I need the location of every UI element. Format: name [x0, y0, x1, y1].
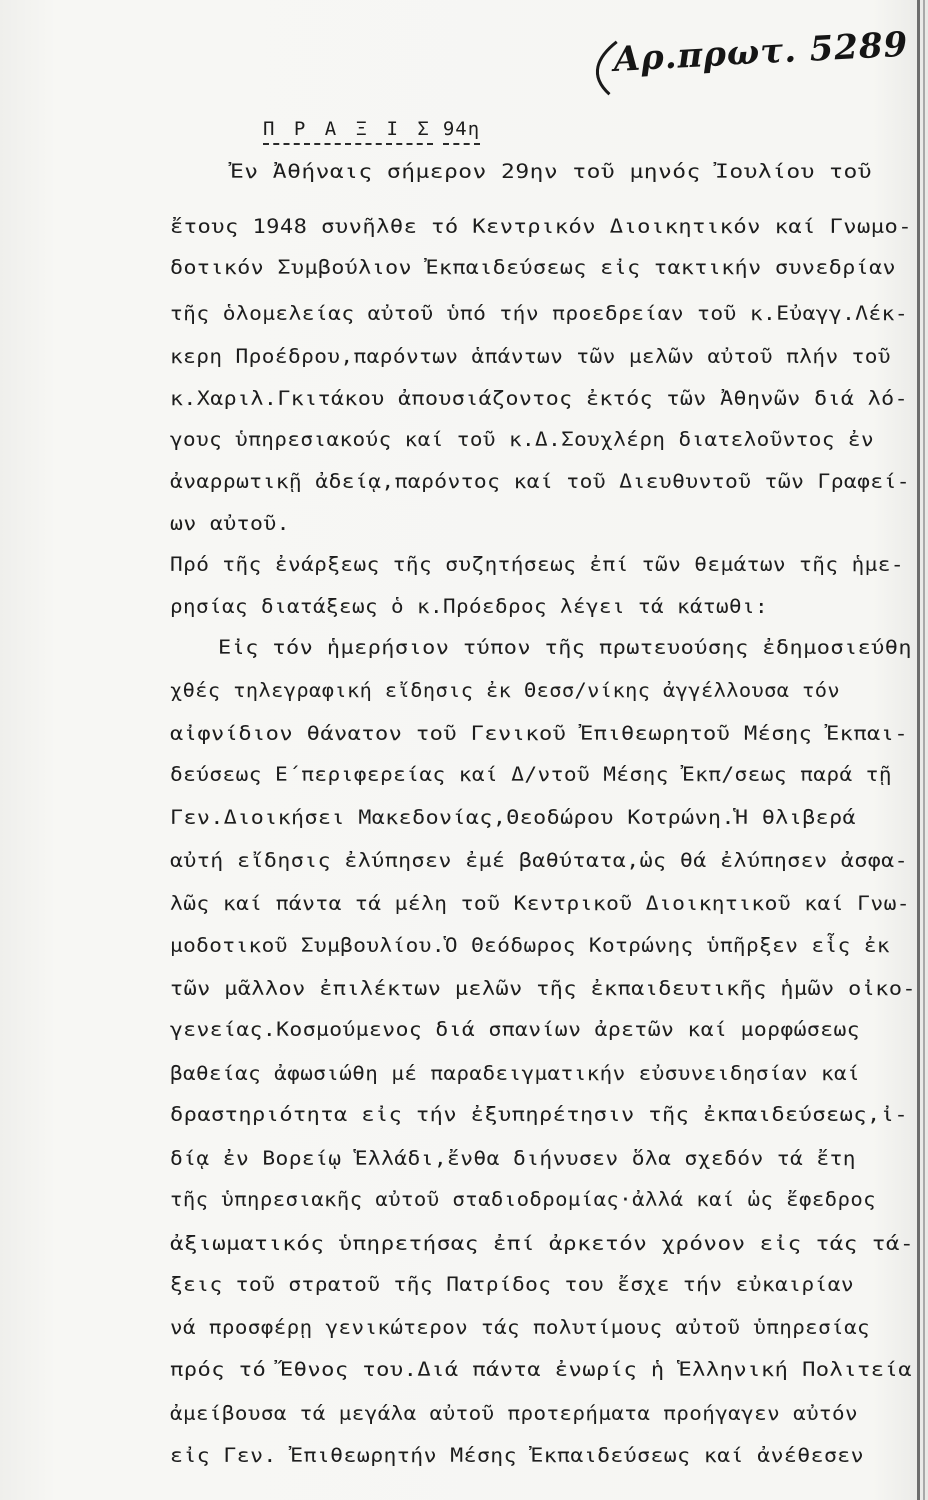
text-line: δραστηριότητα εἰς τήν ἐξυπηρέτησιν τῆς ἐκπαιδεύσεως,ἰ- [170, 1103, 908, 1126]
text-line: γους ὑπηρεσιακούς καί τοῦ κ.Δ.Σουχλέρη διατελοῦντος ἐν [170, 428, 874, 451]
text-line: βαθείας ἀφωσιώθη μέ παραδειγματικήν εὐσυνειδησίαν καί [170, 1062, 860, 1085]
text-line: Ἐν Ἀθήναις σήμερον 29ην τοῦ μηνός Ἰουλίου τοῦ [230, 160, 872, 183]
text-line: λῶς καί πάντα τά μέλη τοῦ Κεντρικοῦ Διοικητικοῦ καί Γνω- [170, 892, 910, 915]
text-line: εἰς Γεν. Ἐπιθεωρητήν Μέσης Ἐκπαιδεύσεως καί ἀνέθεσεν [170, 1444, 864, 1467]
text-line: χθές τηλεγραφική εἴδησις ἐκ Θεσσ/νίκης ἀγγέλλουσα τόν [170, 679, 840, 702]
heading-title: Π Ρ Α Ξ Ι Σ [263, 118, 433, 145]
text-line: τῶν μᾶλλον ἐπιλέκτων μελῶν τῆς ἐκπαιδευτικῆς ἡμῶν οἰκο- [170, 977, 916, 1000]
text-line: δεύσεως Ε΄περιφερείας καί Δ/ντοῦ Μέσης Ἐκπ/σεως παρά τῇ [170, 763, 892, 786]
text-line: πρός τό Ἔθνος του.Διά πάντα ἐνωρίς ἡ Ἑλληνική Πολιτεία [170, 1358, 912, 1381]
text-line: Πρό τῆς ἐνάρξεως τῆς συζητήσεως ἐπί τῶν θεμάτων τῆς ἡμε- [170, 553, 904, 576]
text-line: τῆς ὁλομελείας αὐτοῦ ὑπό τήν προεδρείαν τοῦ κ.Εὐαγγ.Λέκ- [170, 302, 908, 325]
handwritten-note: Αρ.πρωτ. 5289 [612, 24, 910, 80]
text-line: ἀναρρωτικῇ ἀδείᾳ,παρόντος καί τοῦ Διευθυντοῦ τῶν Γραφεί- [170, 470, 910, 493]
heading-number: 94η [443, 118, 480, 145]
text-line: ἀξιωματικός ὑπηρετήσας ἐπί ἀρκετόν χρόνον εἰς τάς τά- [170, 1232, 915, 1255]
text-line: αὐτή εἴδησις ἐλύπησεν ἐμέ βαθύτατα,ὡς θά ἐλύπησεν ἀσφα- [170, 849, 908, 872]
text-line: κερη Προέδρου,παρόντων ἁπάντων τῶν μελῶν αὐτοῦ πλήν τοῦ [170, 345, 891, 368]
text-line: δοτικόν Συμβούλιον Ἐκπαιδεύσεως εἰς τακτικήν συνεδρίαν [170, 256, 897, 279]
text-line: μοδοτικοῦ Συμβουλίου.Ὁ Θεόδωρος Κοτρώνης ὑπῆρξεν εἷς ἐκ [170, 934, 891, 957]
text-line: δίᾳ ἐν Βορείῳ Ἑλλάδι,ἔνθα διήνυσεν ὅλα σχεδόν τά ἔτη [170, 1147, 856, 1170]
text-line: νά προσφέρῃ γενικώτερον τάς πολυτίμους αὐτοῦ ὑπηρεσίας [170, 1316, 870, 1339]
text-line: γενείας.Κοσμούμενος διά σπανίων ἀρετῶν καί μορφώσεως [170, 1018, 860, 1041]
text-line: Γεν.Διοικήσει Μακεδονίας,Θεοδώρου Κοτρώνη.Ἡ θλιβερά [170, 806, 856, 829]
text-line: ρησίας διατάξεως ὁ κ.Πρόεδρος λέγει τά κάτωθι: [170, 595, 769, 618]
text-line: τῆς ὑπηρεσιακῆς αὐτοῦ σταδιοδρομίας·ἀλλά καί ὡς ἔφεδρος [170, 1188, 876, 1211]
text-line: κ.Χαριλ.Γκιτάκου ἀπουσιάζοντος ἐκτός τῶν Ἀθηνῶν διά λό- [170, 387, 908, 410]
text-line: ἀμείβουσα τά μεγάλα αὐτοῦ προτερήματα προήγαγεν αὐτόν [170, 1402, 858, 1425]
text-line: ἔτους 1948 συνῆλθε τό Κεντρικόν Διοικητικόν καί Γνωμο- [170, 215, 912, 238]
text-line: Εἰς τόν ἡμερήσιον τύπον τῆς πρωτευούσης ἐδημοσιεύθη [218, 636, 912, 659]
text-line: αἰφνίδιον θάνατον τοῦ Γενικοῦ Ἐπιθεωρητοῦ Μέσης Ἐκπαι- [170, 722, 908, 745]
text-line: ξεις τοῦ στρατοῦ τῆς Πατρίδος του ἔσχε τήν εὐκαιρίαν [170, 1273, 854, 1296]
text-line: ων αὐτοῦ. [170, 512, 290, 535]
